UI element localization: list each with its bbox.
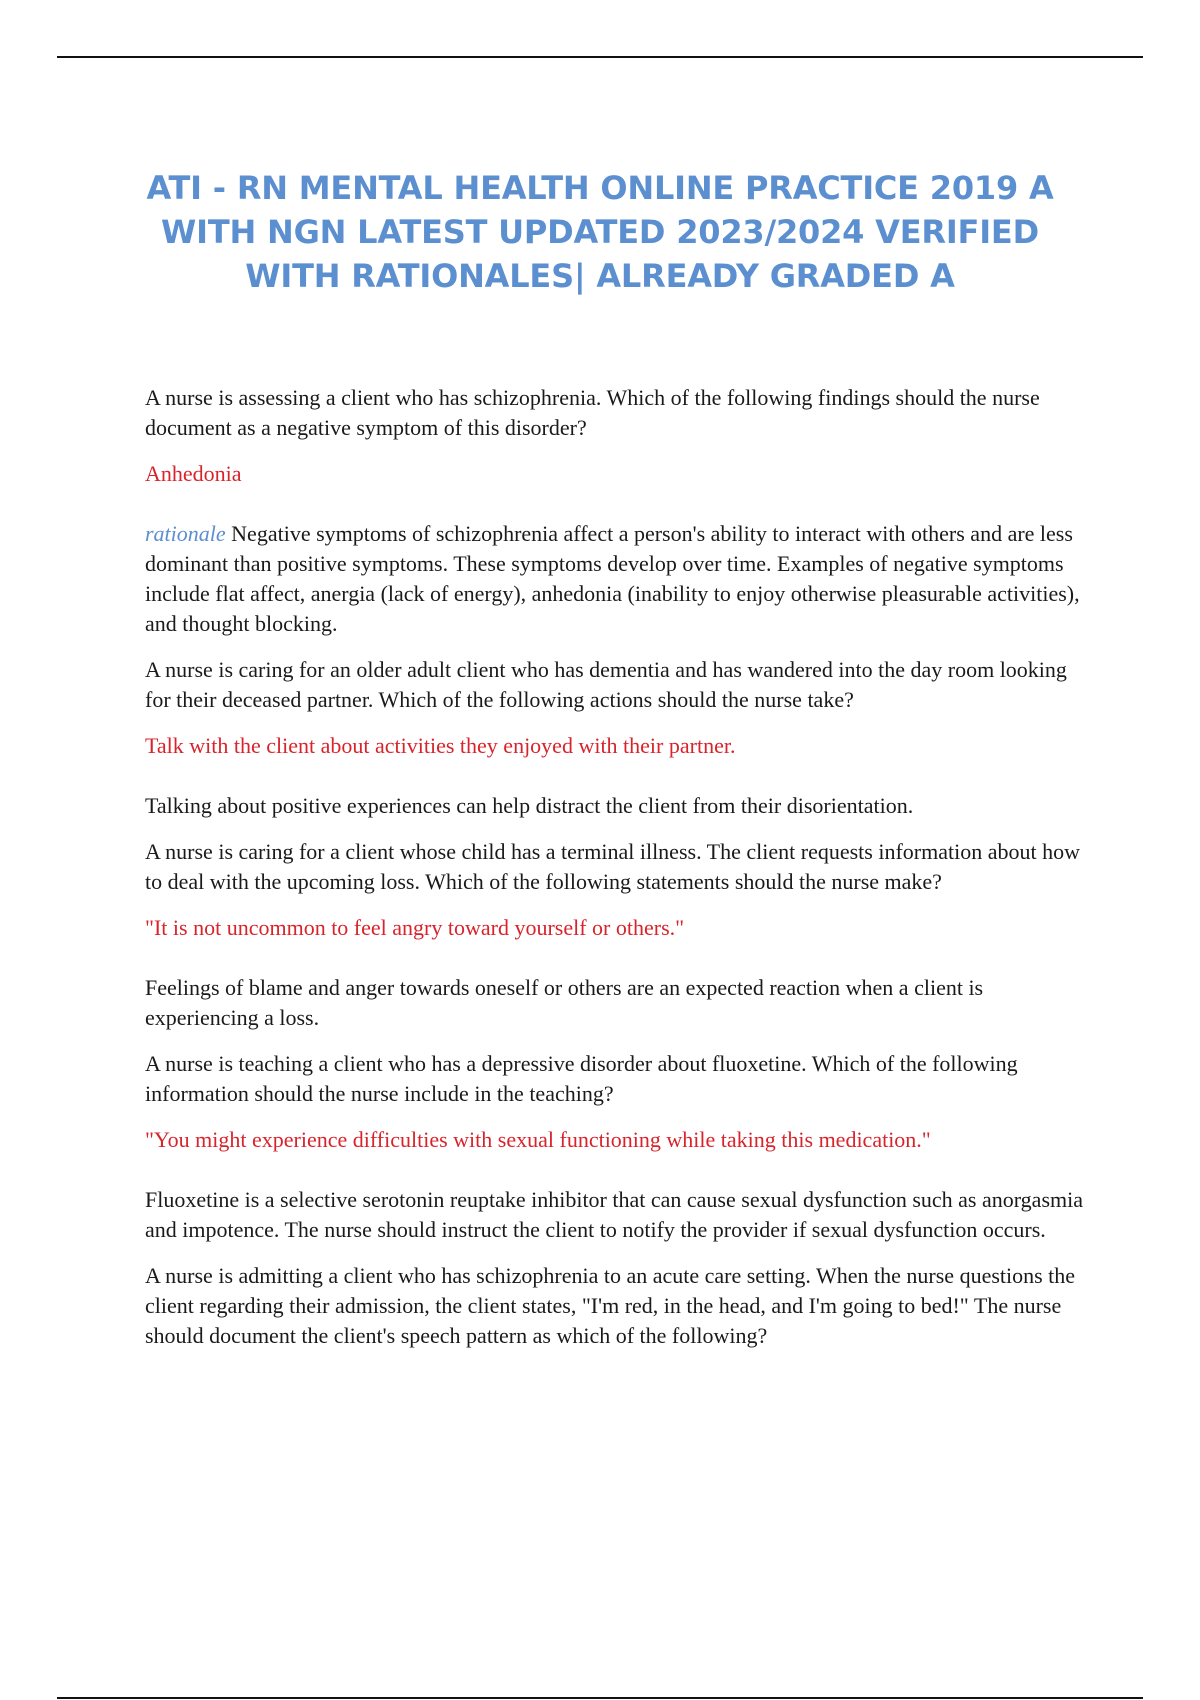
answer-2: Talk with the client about activities they enjoyed with their partner.: [145, 733, 736, 758]
document-body: [145, 383, 1090, 1367]
question-4: A nurse is teaching a client who has a depressive disorder about fluoxetine. Which of the following information should the nurse include in the teaching?: [145, 1051, 1018, 1106]
rationale-1: [145, 519, 1090, 639]
question-1: A nurse is assessing a client who has schizophrenia. Which of the following findings should the nurse document as a negative symptom of this disorder?: [145, 385, 1040, 440]
question-3: A nurse is caring for a client whose child has a terminal illness. The client requests information about how to deal with the upcoming loss. Which of the following statements should the nurse make?: [145, 839, 1080, 894]
answer-4: "You might experience difficulties with sexual functioning while taking this medication.": [145, 1127, 931, 1152]
top-rule: [57, 56, 1143, 58]
bottom-rule: [57, 1697, 1143, 1699]
rationale-4: Fluoxetine is a selective serotonin reuptake inhibitor that can cause sexual dysfunction such as anorgasmia and impotence. The nurse should instruct the client to notify the provider if sexual dysfunction occurs.: [145, 1187, 1083, 1242]
rationale-1-text: Negative symptoms of schizophrenia affect a person's ability to interact with others and are less dominant than positive symptoms. These symptoms develop over time. Examples of negative symptoms include flat affect, anergia (lack of energy), anhedonia (inability to enjoy otherwise pleasurable activities), and thought blocking.: [145, 521, 1080, 636]
document-title: ATI - RN MENTAL HEALTH ONLINE PRACTICE 2019 A WITH NGN LATEST UPDATED 2023/2024 VERIFIED WITH RATIONALES| ALREADY GRADED A: [146, 169, 1054, 296]
question-2: A nurse is caring for an older adult client who has dementia and has wandered into the day room looking for their deceased partner. Which of the following actions should the nurse take?: [145, 657, 1067, 712]
rationale-label: rationale: [145, 521, 226, 546]
answer-3: "It is not uncommon to feel angry toward yourself or others.": [145, 915, 685, 940]
rationale-3: Feelings of blame and anger towards oneself or others are an expected reaction when a client is experiencing a loss.: [145, 975, 984, 1030]
question-5: A nurse is admitting a client who has schizophrenia to an acute care setting. When the nurse questions the client regarding their admission, the client states, "I'm red, in the head, and I'm going to bed!" The nurse should document the client's speech pattern as which of the following?: [145, 1263, 1076, 1348]
rationale-2: Talking about positive experiences can help distract the client from their disorientation.: [145, 793, 914, 818]
answer-1: Anhedonia: [145, 461, 242, 486]
